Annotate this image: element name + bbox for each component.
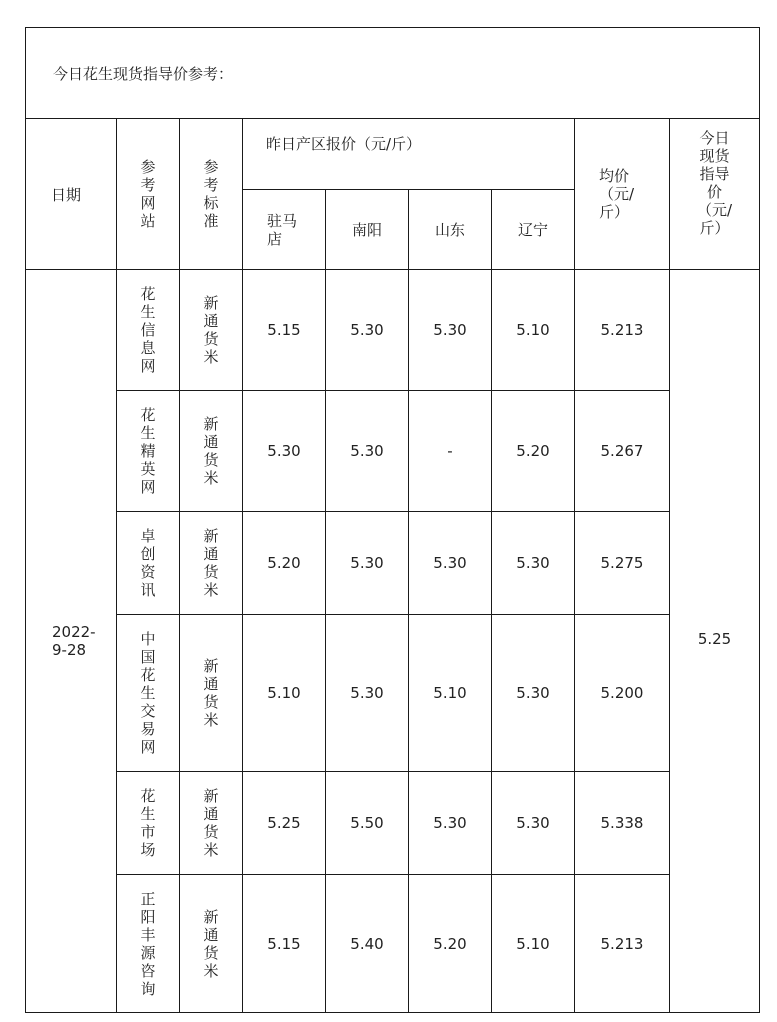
header-region-shandong: 山东 (409, 190, 492, 270)
price-table (25, 27, 760, 1013)
guide-price: 5.25 (670, 270, 760, 1013)
price-avg: 5.213 (575, 875, 670, 1013)
price-zhumadian: 5.30 (243, 391, 326, 512)
site-cell (117, 391, 180, 512)
header-site-label: 参考网站 (140, 158, 156, 230)
price-avg: 5.200 (575, 615, 670, 772)
price-avg: 5.275 (575, 512, 670, 615)
header-region-zhumadian (243, 190, 326, 270)
header-standard (180, 119, 243, 270)
price-liaoning: 5.30 (492, 615, 575, 772)
site-name: 卓创资讯 (140, 527, 156, 599)
price-liaoning: 5.10 (492, 270, 575, 391)
price-zhumadian: 5.25 (243, 772, 326, 875)
price-nanyang: 5.30 (326, 391, 409, 512)
standard-name: 新通货米 (203, 657, 219, 729)
price-zhumadian: 5.20 (243, 512, 326, 615)
price-nanyang: 5.30 (326, 270, 409, 391)
price-liaoning: 5.30 (492, 772, 575, 875)
standard-cell (180, 270, 243, 391)
standard-cell (180, 772, 243, 875)
standard-cell (180, 512, 243, 615)
header-date: 日期 (26, 119, 117, 270)
date-cell (26, 270, 117, 1013)
price-liaoning: 5.10 (492, 875, 575, 1013)
price-shandong: 5.10 (409, 615, 492, 772)
standard-name: 新通货米 (203, 294, 219, 366)
table-row (26, 270, 760, 391)
price-nanyang: 5.30 (326, 615, 409, 772)
table-row (26, 615, 760, 772)
price-zhumadian: 5.15 (243, 270, 326, 391)
header-guide-label: 今日现货指导价（元/斤） (696, 129, 733, 237)
site-cell (117, 875, 180, 1013)
standard-name: 新通货米 (203, 527, 219, 599)
header-site (117, 119, 180, 270)
site-cell (117, 772, 180, 875)
price-shandong: - (409, 391, 492, 512)
header-guide (670, 119, 760, 270)
site-cell (117, 270, 180, 391)
price-liaoning: 5.30 (492, 512, 575, 615)
price-shandong: 5.30 (409, 512, 492, 615)
header-avg-label: 均价（元/斤） (599, 167, 635, 221)
header-row-1 (26, 119, 760, 190)
price-liaoning: 5.20 (492, 391, 575, 512)
header-yesterday-price: 昨日产区报价（元/斤） (243, 119, 575, 190)
price-shandong: 5.20 (409, 875, 492, 1013)
site-cell (117, 512, 180, 615)
price-zhumadian: 5.15 (243, 875, 326, 1013)
price-nanyang: 5.40 (326, 875, 409, 1013)
price-shandong: 5.30 (409, 772, 492, 875)
site-cell (117, 615, 180, 772)
site-name: 花生信息网 (140, 285, 156, 375)
standard-cell (180, 875, 243, 1013)
standard-name: 新通货米 (203, 415, 219, 487)
table-row (26, 772, 760, 875)
standard-cell (180, 615, 243, 772)
site-name: 中国花生交易网 (140, 630, 156, 756)
page-title: 今日花生现货指导价参考： (26, 28, 760, 119)
standard-name: 新通货米 (203, 907, 219, 980)
price-nanyang: 5.30 (326, 512, 409, 615)
price-shandong: 5.30 (409, 270, 492, 391)
standard-name: 新通货米 (203, 787, 219, 859)
date-value: 2022-9-28 (52, 623, 96, 659)
price-avg: 5.338 (575, 772, 670, 875)
title-row (26, 28, 760, 119)
site-name: 花生精英网 (140, 406, 156, 496)
header-region-zhumadian-label: 驻马店 (267, 211, 298, 248)
table-row (26, 391, 760, 512)
standard-cell (180, 391, 243, 512)
price-nanyang: 5.50 (326, 772, 409, 875)
header-region-nanyang: 南阳 (326, 190, 409, 270)
table-row (26, 875, 760, 1013)
price-avg: 5.267 (575, 391, 670, 512)
site-name: 花生市场 (140, 787, 156, 859)
price-zhumadian: 5.10 (243, 615, 326, 772)
price-avg: 5.213 (575, 270, 670, 391)
table-row (26, 512, 760, 615)
header-standard-label: 参考标准 (203, 158, 219, 230)
site-name: 正阳丰源咨询 (140, 889, 156, 998)
header-region-liaoning: 辽宁 (492, 190, 575, 270)
header-avg (575, 119, 670, 270)
